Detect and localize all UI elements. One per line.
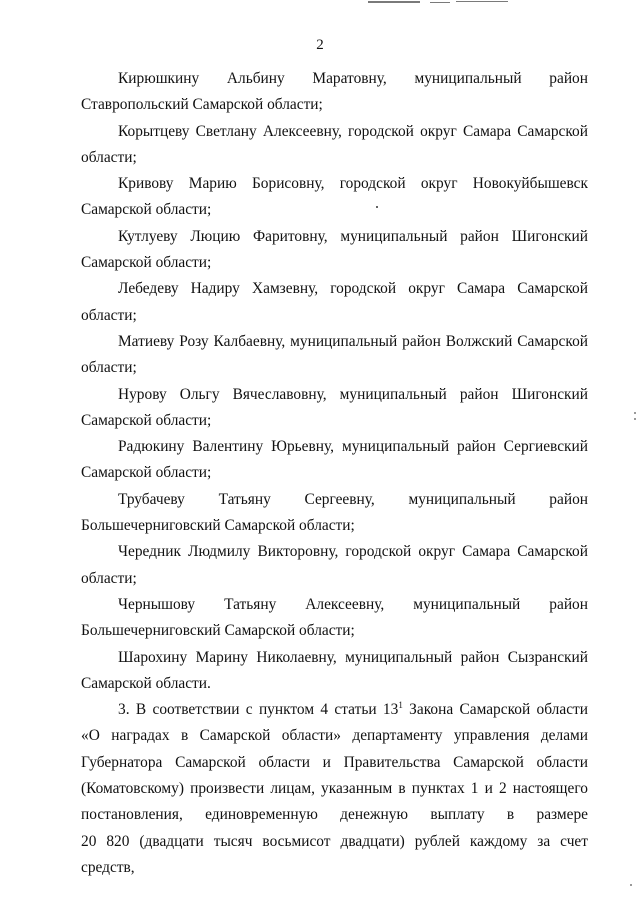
entry-line: Нурову Ольгу Вячеславовну, муниципальный район Шигонский [118,385,588,403]
award-recipient-entry [81,66,588,119]
award-recipient-entry [81,592,588,645]
section-line: Губернатора Самарской области и Правительства Самарской области [81,753,588,771]
section-line: 20 820 (двадцати тысяч восьмисот двадцати) рублей каждому за счет средств, [81,832,588,876]
award-recipient-entry [81,645,588,698]
entry-line: Самарской области. [81,674,211,692]
section-text: Закона Самарской области [402,701,588,719]
entry-line: Лебедеву Надиру Хамзевну, городской округ Самара Самарской [118,280,588,298]
entry-line: Самарской области; [81,411,212,429]
scan-mark [430,2,450,3]
entry-line: Радюкину Валентину Юрьевну, муниципальный район Сергиевский [118,438,588,456]
scan-speck [630,884,632,886]
entry-line: Чередник Людмилу Викторовну, городской округ Самара Самарской [118,543,588,561]
scan-artifact-top [0,0,640,8]
scan-mark [456,1,508,2]
article-superscript: 1 [398,700,403,710]
entry-line: области; [81,359,137,377]
scan-speck [634,418,636,420]
award-recipient-entry [81,329,588,382]
entry-line: Кутлуеву Люцию Фаритовну, муниципальный район Шигонский [118,227,588,245]
award-recipient-entry [81,119,588,172]
document-body [81,66,588,881]
award-recipient-entry [81,382,588,435]
entry-line: Самарской области; [81,464,212,482]
entry-line: Большечерниговский Самарской области; [81,517,355,535]
award-recipient-entry [81,434,588,487]
entry-line: Большечерниговский Самарской области; [81,622,355,640]
entry-line: области; [81,306,137,324]
award-recipient-entry [81,224,588,277]
award-recipient-entry [81,276,588,329]
entry-line: Самарской области; [81,254,212,272]
entry-line: Трубачеву Татьяну Сергеевну, муниципальный район [118,490,588,508]
entry-line: Самарской области; [81,201,212,219]
scan-mark [368,1,420,3]
entry-line: Кривову Марию Борисовну, городской округ Новокуйбышевск [118,175,588,193]
entry-line: Матиеву Розу Калбаевну, муниципальный район Волжский Самарской [118,332,588,350]
section-line [81,697,588,723]
entry-line: Корытцеву Светлану Алексеевну, городской округ Самара Самарской [118,122,588,140]
entry-line: Ставропольский Самарской области; [81,96,323,114]
section-3-paragraph [81,697,588,881]
scan-speck [634,412,636,414]
award-recipient-entry [81,171,588,224]
section-line: постановления, единовременную денежную выплату в размере [81,806,588,824]
section-text: 3. В соответствии с пунктом 4 статьи 13 [118,701,399,719]
award-recipient-entry [81,487,588,540]
award-recipient-entry [81,539,588,592]
entry-line: области; [81,569,137,587]
entry-line: области; [81,148,137,166]
section-line: (Коматовскому) произвести лицам, указанным в пунктах 1 и 2 настоящего [81,780,588,798]
entry-line: Кирюшкину Альбину Маратовну, муниципальный район [118,70,588,87]
entry-line: Шарохину Марину Николаевну, муниципальный район Сызранский [118,648,588,666]
entry-line: Чернышову Татьяну Алексеевну, муниципальный район [118,595,588,613]
page-number: 2 [316,37,324,53]
section-line: «О наградах в Самарской области» департаменту управления делами [81,727,588,745]
